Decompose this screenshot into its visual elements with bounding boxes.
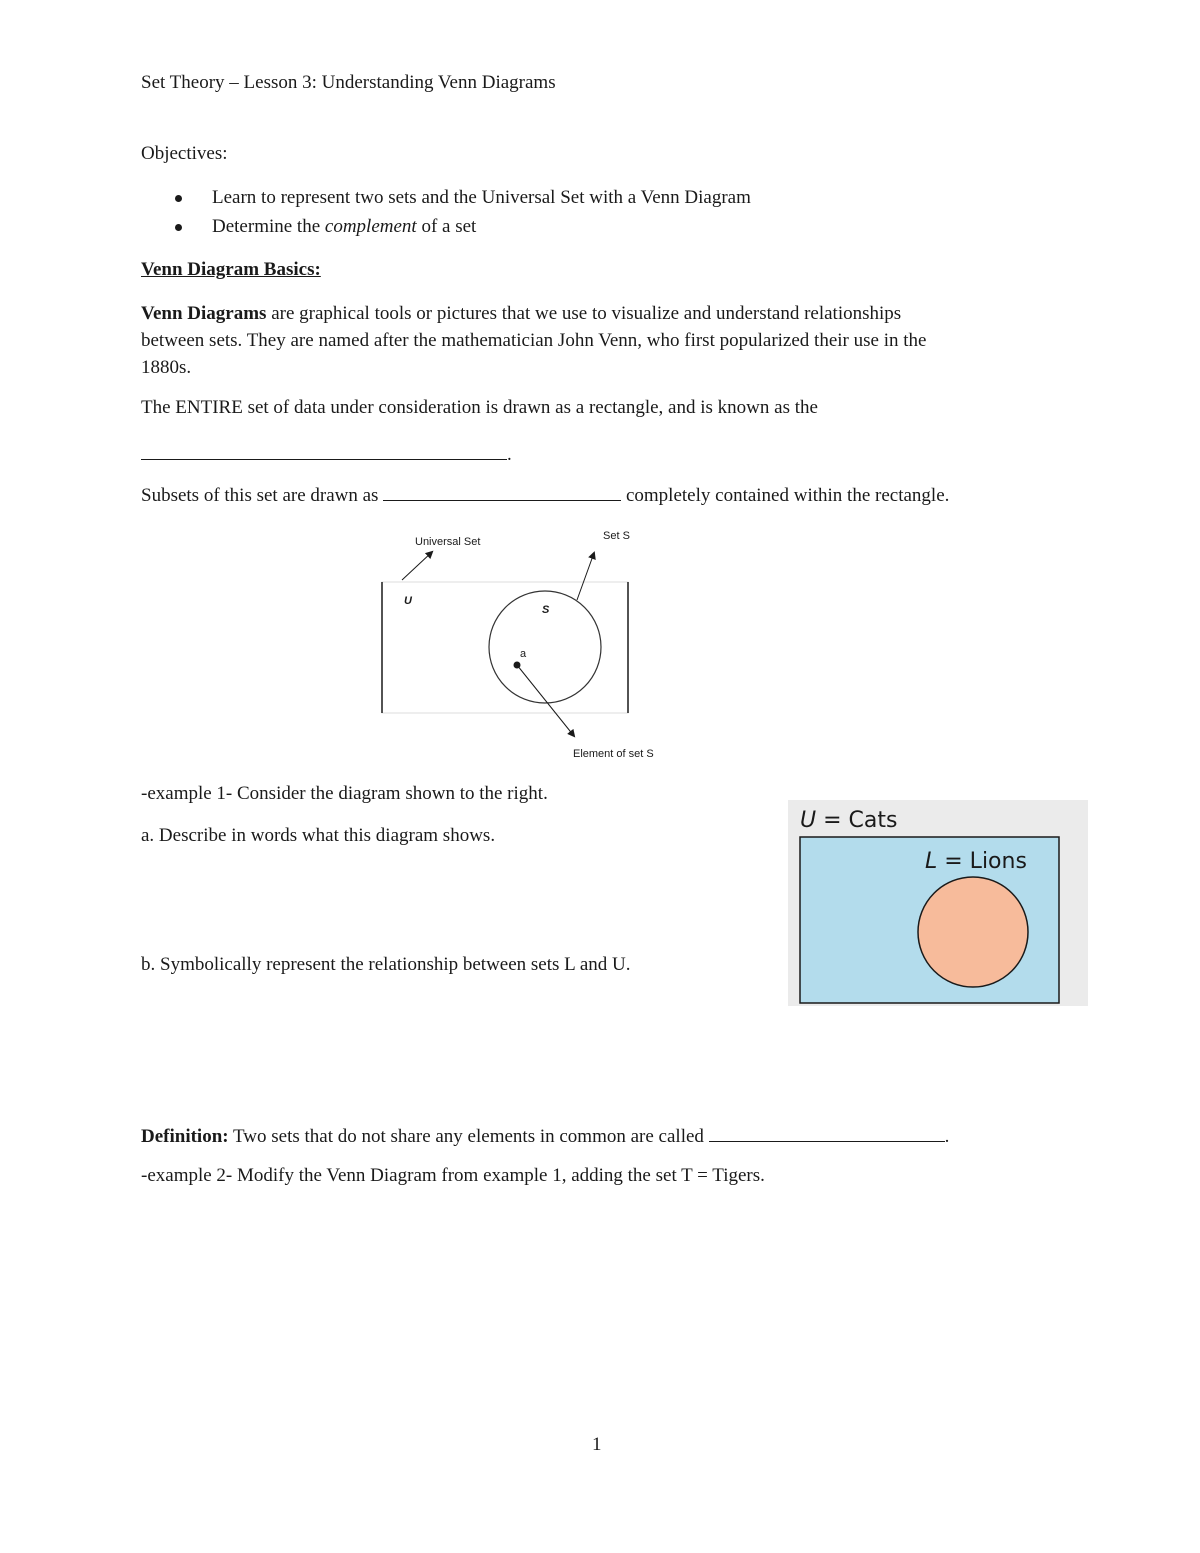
answer-blank	[383, 482, 621, 501]
universal-set-arrow	[402, 552, 432, 580]
page-title: Set Theory – Lesson 3: Understanding Venn Diagrams	[141, 72, 556, 93]
set-s-arrow	[577, 553, 594, 600]
example1-part-b: b. Symbolically represent the relationship between sets L and U.	[141, 954, 631, 975]
lions-label: L = Lions	[925, 849, 1027, 874]
intro-paragraph: Venn Diagrams are graphical tools or pictures that we use to visualize and understand relationships between sets. They are named after the mathematician John Venn, who first popularized their use in the 1880s.	[141, 303, 927, 378]
fill-in-line-universal: .	[141, 441, 512, 466]
definition-label: Definition:	[141, 1126, 229, 1147]
example2-text: -example 2- Modify the Venn Diagram from example 1, adding the set T = Tigers.	[141, 1165, 765, 1186]
u-label: U	[404, 595, 412, 607]
example1-intro: -example 1- Consider the diagram shown to the right.	[141, 783, 548, 804]
subsets-paragraph: Subsets of this set are drawn as completely contained within the rectangle.	[141, 482, 949, 507]
objectives-label: Objectives:	[141, 143, 228, 164]
element-arrow	[517, 665, 574, 736]
bullet-icon	[175, 195, 182, 202]
element-of-set-label: Element of set S	[573, 748, 654, 760]
example1-part-a: a. Describe in words what this diagram shows.	[141, 825, 496, 846]
term-venn-diagrams: Venn Diagrams	[141, 303, 267, 324]
venn-diagram-basic	[370, 522, 670, 767]
universal-set-label: Universal Set	[415, 536, 481, 548]
emphasized-term: complement	[324, 216, 417, 237]
answer-blank	[141, 441, 507, 460]
universal-set-rectangle	[382, 582, 628, 713]
universe-label: U = Cats	[800, 808, 898, 833]
s-label: S	[542, 604, 550, 616]
definition-line: Definition: Two sets that do not share any elements in common are called .	[141, 1123, 949, 1148]
rectangle-paragraph: The ENTIRE set of data under consideration is drawn as a rectangle, and is known as the	[141, 397, 818, 418]
bullet-icon	[175, 224, 182, 231]
objective-item: Determine the complement of a set	[212, 216, 477, 237]
lions-circle	[918, 877, 1028, 987]
answer-blank	[709, 1123, 945, 1142]
page-number: 1	[592, 1434, 602, 1455]
section-heading: Venn Diagram Basics:	[141, 259, 321, 280]
set-s-label: Set S	[603, 530, 630, 542]
element-a-label: a	[520, 648, 527, 660]
objective-item: Learn to represent two sets and the Universal Set with a Venn Diagram	[212, 187, 751, 208]
venn-diagram-cats-lions	[788, 800, 1088, 1006]
